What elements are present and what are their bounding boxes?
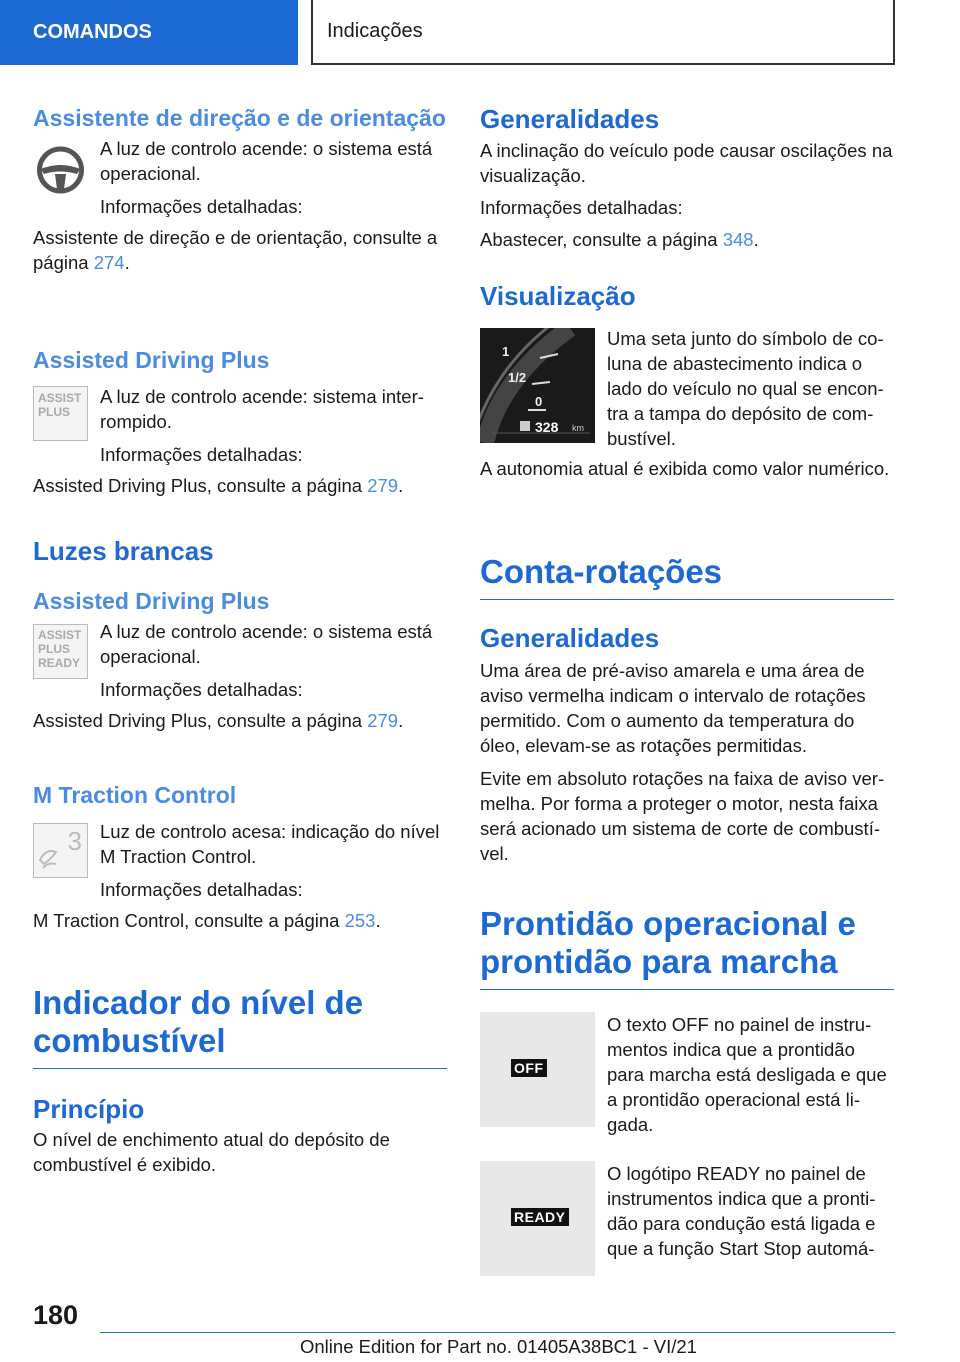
gauge-full-mark: 1 (502, 344, 510, 359)
range-unit: km (572, 423, 584, 433)
reference-text: Abastecer, consulte a página (480, 229, 718, 250)
page-link[interactable]: 274 (93, 252, 125, 273)
assist-plus-ready-icon: ASSIST PLUS READY (33, 624, 88, 679)
details-label: Informações detalhadas: (100, 444, 303, 465)
section-tab[interactable] (0, 0, 298, 65)
details-label: Informações detalhadas: (480, 197, 683, 218)
reference-text: Assisted Driving Plus, consulte a página (33, 475, 363, 496)
page-link[interactable]: 348 (722, 229, 754, 250)
page-link[interactable]: 279 (367, 475, 399, 496)
chapter-heading: Prontidão operacional e prontidão para marcha (480, 905, 894, 990)
footer-divider (100, 1332, 895, 1333)
section-title: Assisted Driving Plus (33, 588, 270, 614)
section-title: Generalidades (480, 104, 660, 134)
description-range: A autonomia atual é exibida como valor numérico. (480, 458, 890, 479)
section-title: Assistente de direção e de orientação (33, 105, 446, 131)
chapter-heading: Conta-rotações (480, 553, 894, 600)
section-title: M Traction Control (33, 782, 237, 808)
description: A luz de controlo acende: sistema interrompido. (100, 386, 424, 432)
details-label: Informações detalhadas: (100, 879, 303, 900)
section-title: Visualização (480, 281, 636, 311)
gauge-half-mark: 1/2 (508, 370, 527, 385)
steering-wheel-icon (33, 141, 88, 196)
section-title: Princípio (33, 1094, 145, 1124)
fuel-gauge-image (480, 328, 595, 443)
section-title: Generalidades (480, 623, 660, 653)
description: A inclinação do veículo pode causar oscilações na visualização. (480, 140, 893, 186)
reference-text: M Traction Control, consulte a página (33, 910, 340, 931)
display-section (480, 280, 894, 481)
description: O nível de enchimento atual do depósito de combustível é exibido. (33, 1129, 390, 1175)
ready-label: READY (511, 1208, 569, 1226)
fuel-general-section: Generalidades A inclinação do veículo pode causar oscilações na visualização. Informações detalhadas: Abastecer, consulte a página 348. (480, 104, 893, 250)
warning-text: Evite em absoluto rotações na faixa de aviso vermelha. Por forma a proteger o motor, nesta faixa será acionado um sistema de corte de combustível. (480, 768, 885, 864)
ready-display-image (480, 1161, 595, 1276)
fuel-pump-icon (520, 421, 530, 431)
description: Uma seta junto do símbolo de coluna de abastecimento indica o lado do veículo no qual se encontra a tampa do depósito de combustível. (607, 328, 884, 449)
ready-description: O logótipo READY no painel de instrumentos indica que a prontidão para condução está ligada e que a função Start Stop automá- (607, 1163, 876, 1259)
steering-assistant-section: Assistente de direção e de orientação A luz de controlo acende: o sistema está operacional. Informações detalhadas: Assistente de direção e de orientação, consulte a página 274. (33, 105, 446, 273)
page-link[interactable]: 253 (344, 910, 376, 931)
details-label: Informações detalhadas: (100, 679, 303, 700)
tachometer-section (480, 553, 894, 866)
description: A luz de controlo acende: o sistema está operacional. (100, 138, 433, 184)
off-display-image (480, 1012, 595, 1127)
reference-text: Assisted Driving Plus, consulte a página (33, 710, 363, 731)
m-traction-control-section: M Traction Control 3 Luz de controlo acesa: indicação do nível M Traction Control. Informações detalhadas: M Traction Control, consulte a página 253. (33, 781, 447, 933)
description: Luz de controlo acesa: indicação do nível M Traction Control. (100, 821, 440, 867)
fuel-level-section (33, 984, 447, 1177)
section-label: COMANDOS (33, 21, 152, 43)
range-value: 328 (535, 419, 559, 435)
description: Uma área de pré-aviso amarela e uma área de aviso vermelha indicam o intervalo de rotações permitido. Com o aumento da temperatura do óleo, elevam-se as rotações permitidas. (480, 660, 866, 756)
section-heading: Luzes brancas (33, 536, 214, 566)
off-label: OFF (511, 1059, 547, 1077)
edition-info: Online Edition for Part no. 01405A38BC1 - VI/21 (300, 1336, 697, 1357)
assisted-driving-plus-section: Assisted Driving Plus ASSIST PLUS A luz de controlo acende: sistema interrompido. Informações detalhadas: Assisted Driving Plus, consulte a página 279. (33, 346, 447, 498)
description: A luz de controlo acende: o sistema está operacional. (100, 621, 433, 667)
page-number: 180 (33, 1300, 79, 1330)
readiness-section (480, 905, 894, 1276)
off-description: O texto OFF no painel de instrumentos indica que a prontidão para marcha está desligada e que a prontidão operacional está ligada. (607, 1014, 887, 1135)
white-lights-section: Luzes brancas Assisted Driving Plus ASSIST PLUS READY A luz de controlo acende: o sistema está operacional. Informações detalhadas: Assisted Driving Plus, consulte a página 279. (33, 535, 447, 733)
level-number: 3 (67, 826, 82, 856)
page-link[interactable]: 279 (367, 710, 399, 731)
assist-plus-icon: ASSIST PLUS (33, 386, 88, 441)
reference-text: Assistente de direção e de orientação, consulte a página (33, 227, 438, 273)
chapter-tab[interactable] (311, 0, 895, 65)
chapter-heading: Indicador do nível de combustível (33, 984, 447, 1069)
traction-control-icon (33, 823, 88, 878)
chapter-label: Indicações (327, 20, 423, 42)
details-label: Informações detalhadas: (100, 196, 303, 217)
gauge-empty-mark: 0 (535, 394, 543, 409)
section-title: Assisted Driving Plus (33, 347, 270, 373)
